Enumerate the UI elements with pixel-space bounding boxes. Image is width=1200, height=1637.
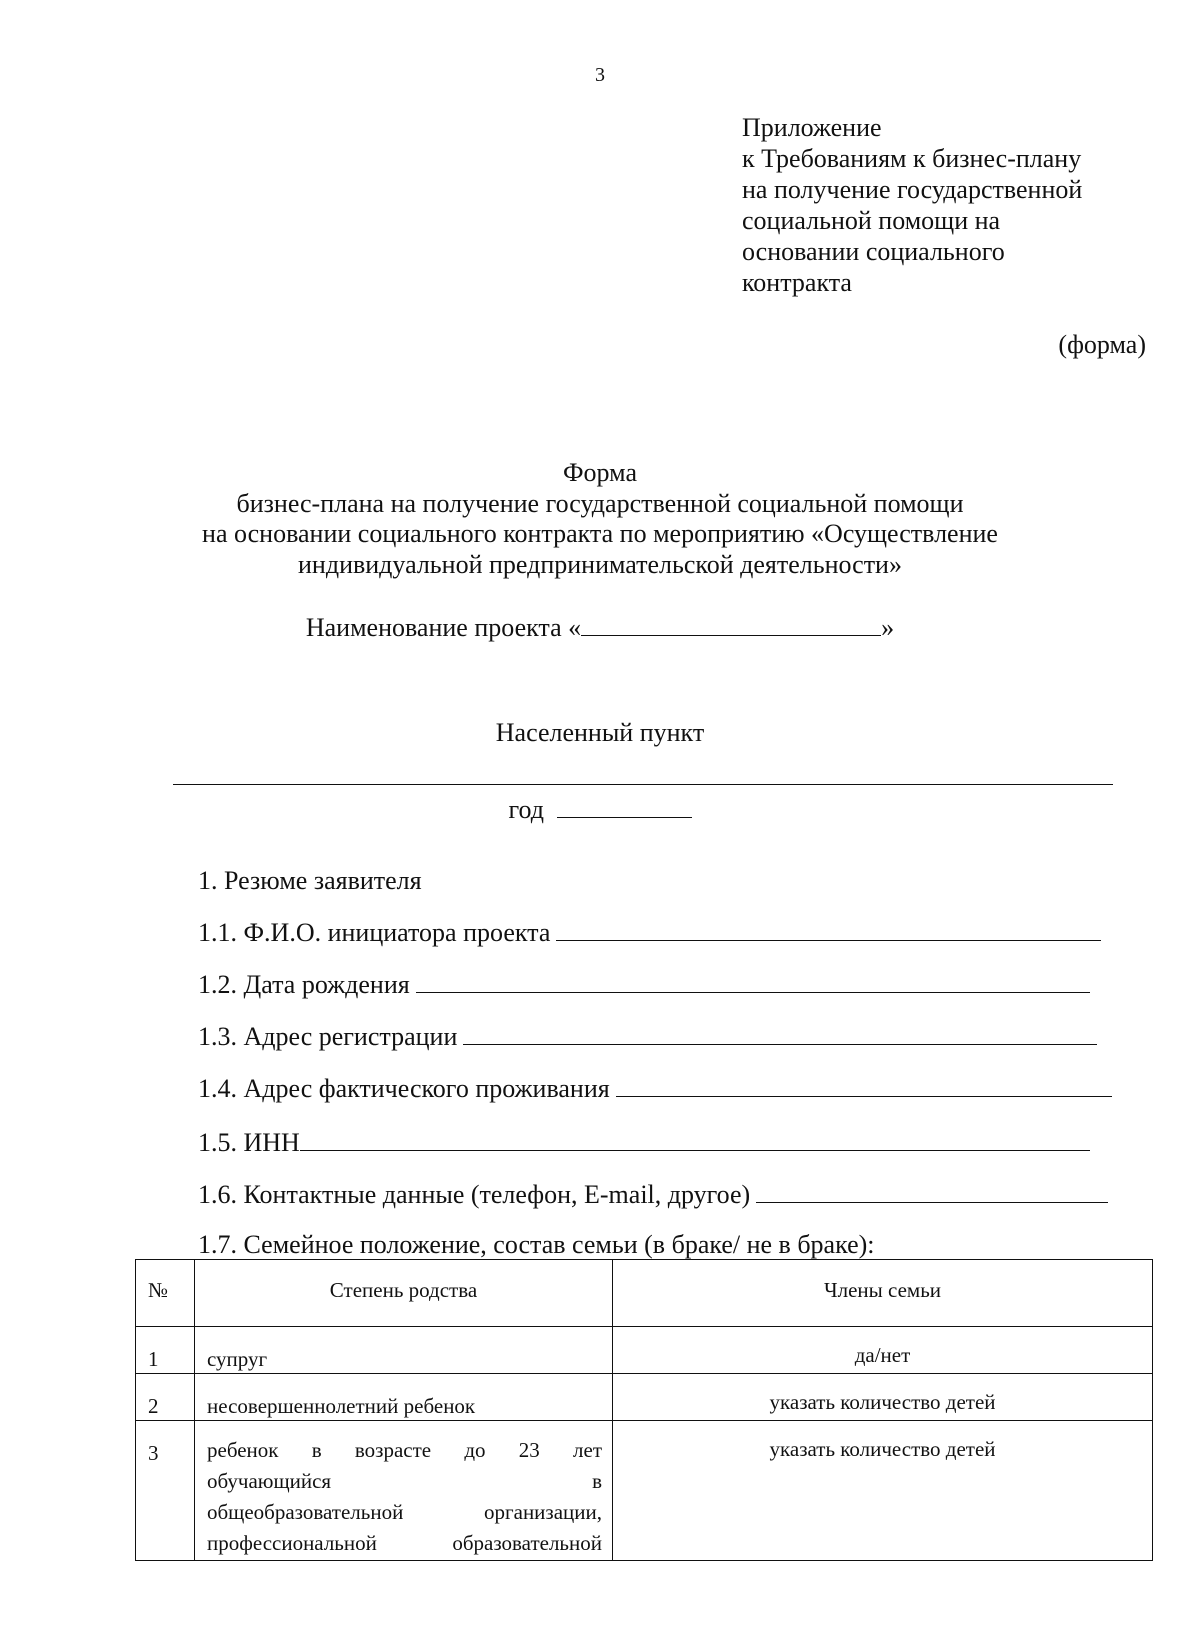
registration-address-blank[interactable] bbox=[463, 1024, 1097, 1045]
relation-line: общеобразовательной организации, bbox=[207, 1500, 602, 1524]
appendix-note bbox=[742, 112, 1082, 298]
document-title bbox=[0, 458, 1200, 580]
title-line: индивидуальной предпринимательской деятельности» bbox=[298, 549, 902, 579]
title-line: на основании социального контракта по мероприятию «Осуществление bbox=[202, 519, 998, 548]
year-label: год bbox=[508, 795, 544, 824]
birthdate-blank[interactable] bbox=[416, 972, 1090, 993]
table-row bbox=[136, 1327, 1153, 1374]
inn-blank[interactable] bbox=[300, 1130, 1090, 1151]
field-label: 1.2. Дата рождения bbox=[198, 970, 410, 999]
header-number: № bbox=[136, 1260, 195, 1327]
row-relation: несовершеннолетний ребенок bbox=[195, 1374, 613, 1421]
project-name-prefix: Наименование проекта « bbox=[305, 613, 582, 642]
appendix-line: социальной помощи на bbox=[742, 206, 1001, 235]
field-label: 1.5. ИНН bbox=[198, 1128, 300, 1157]
relation-line: ребенок в возрасте до 23 лет bbox=[207, 1438, 602, 1462]
relation-line: профессиональной образовательной bbox=[207, 1531, 602, 1555]
header-members: Члены семьи bbox=[613, 1260, 1153, 1327]
project-name-blank[interactable] bbox=[581, 611, 881, 636]
field-label: 1.3. Адрес регистрации bbox=[198, 1022, 458, 1051]
table-row bbox=[136, 1374, 1153, 1421]
year-line bbox=[0, 793, 1200, 825]
family-status-label: 1.7. Семейное положение, состав семьи (в браке/ не в браке): bbox=[198, 1230, 875, 1259]
title-line: бизнес-плана на получение государственной социальной помощи bbox=[236, 488, 964, 518]
row-number: 3 bbox=[136, 1421, 195, 1561]
relation-line: обучающийся в bbox=[207, 1469, 602, 1493]
table-row bbox=[136, 1421, 1153, 1561]
appendix-line: к Требованиям к бизнес-плану bbox=[742, 144, 1082, 173]
row-number: 1 bbox=[136, 1327, 195, 1374]
resume-field-inn bbox=[198, 1128, 1090, 1158]
field-label: 1.1. Ф.И.О. инициатора проекта bbox=[198, 918, 551, 947]
page-number: 3 bbox=[595, 64, 605, 86]
residence-address-blank[interactable] bbox=[616, 1076, 1112, 1097]
resume-heading: 1. Резюме заявителя bbox=[198, 866, 422, 895]
resume-field-contacts bbox=[198, 1180, 1108, 1210]
contacts-blank[interactable] bbox=[756, 1182, 1108, 1203]
row-members[interactable]: указать количество детей bbox=[613, 1374, 1153, 1421]
row-members[interactable]: указать количество детей bbox=[613, 1421, 1153, 1561]
fio-blank[interactable] bbox=[556, 920, 1101, 941]
row-members[interactable]: да/нет bbox=[613, 1327, 1153, 1374]
appendix-line: на получение государственной bbox=[742, 175, 1083, 204]
table-header-row bbox=[136, 1260, 1153, 1327]
resume-field-residence bbox=[198, 1074, 1112, 1104]
project-name-line bbox=[0, 611, 1200, 643]
row-relation bbox=[195, 1421, 613, 1561]
row-relation: супруг bbox=[195, 1327, 613, 1374]
field-label: 1.6. Контактные данные (телефон, E-mail, другое) bbox=[198, 1180, 751, 1209]
appendix-line: контракта bbox=[742, 268, 852, 297]
resume-field-birthdate bbox=[198, 970, 1090, 1000]
resume-field-fio bbox=[198, 918, 1101, 948]
resume-field-registration bbox=[198, 1022, 1097, 1052]
form-note: (форма) bbox=[1058, 330, 1146, 359]
field-label: 1.4. Адрес фактического проживания bbox=[198, 1074, 610, 1103]
appendix-line: основании социального bbox=[742, 237, 1005, 266]
year-blank[interactable] bbox=[557, 793, 692, 818]
settlement-blank-line[interactable] bbox=[173, 784, 1113, 785]
row-number: 2 bbox=[136, 1374, 195, 1421]
settlement-label: Населенный пункт bbox=[495, 718, 705, 747]
family-table bbox=[135, 1259, 1153, 1561]
project-name-suffix: » bbox=[881, 613, 895, 642]
header-relation: Степень родства bbox=[195, 1260, 613, 1327]
title-line: Форма bbox=[563, 458, 637, 487]
appendix-line: Приложение bbox=[742, 113, 882, 142]
